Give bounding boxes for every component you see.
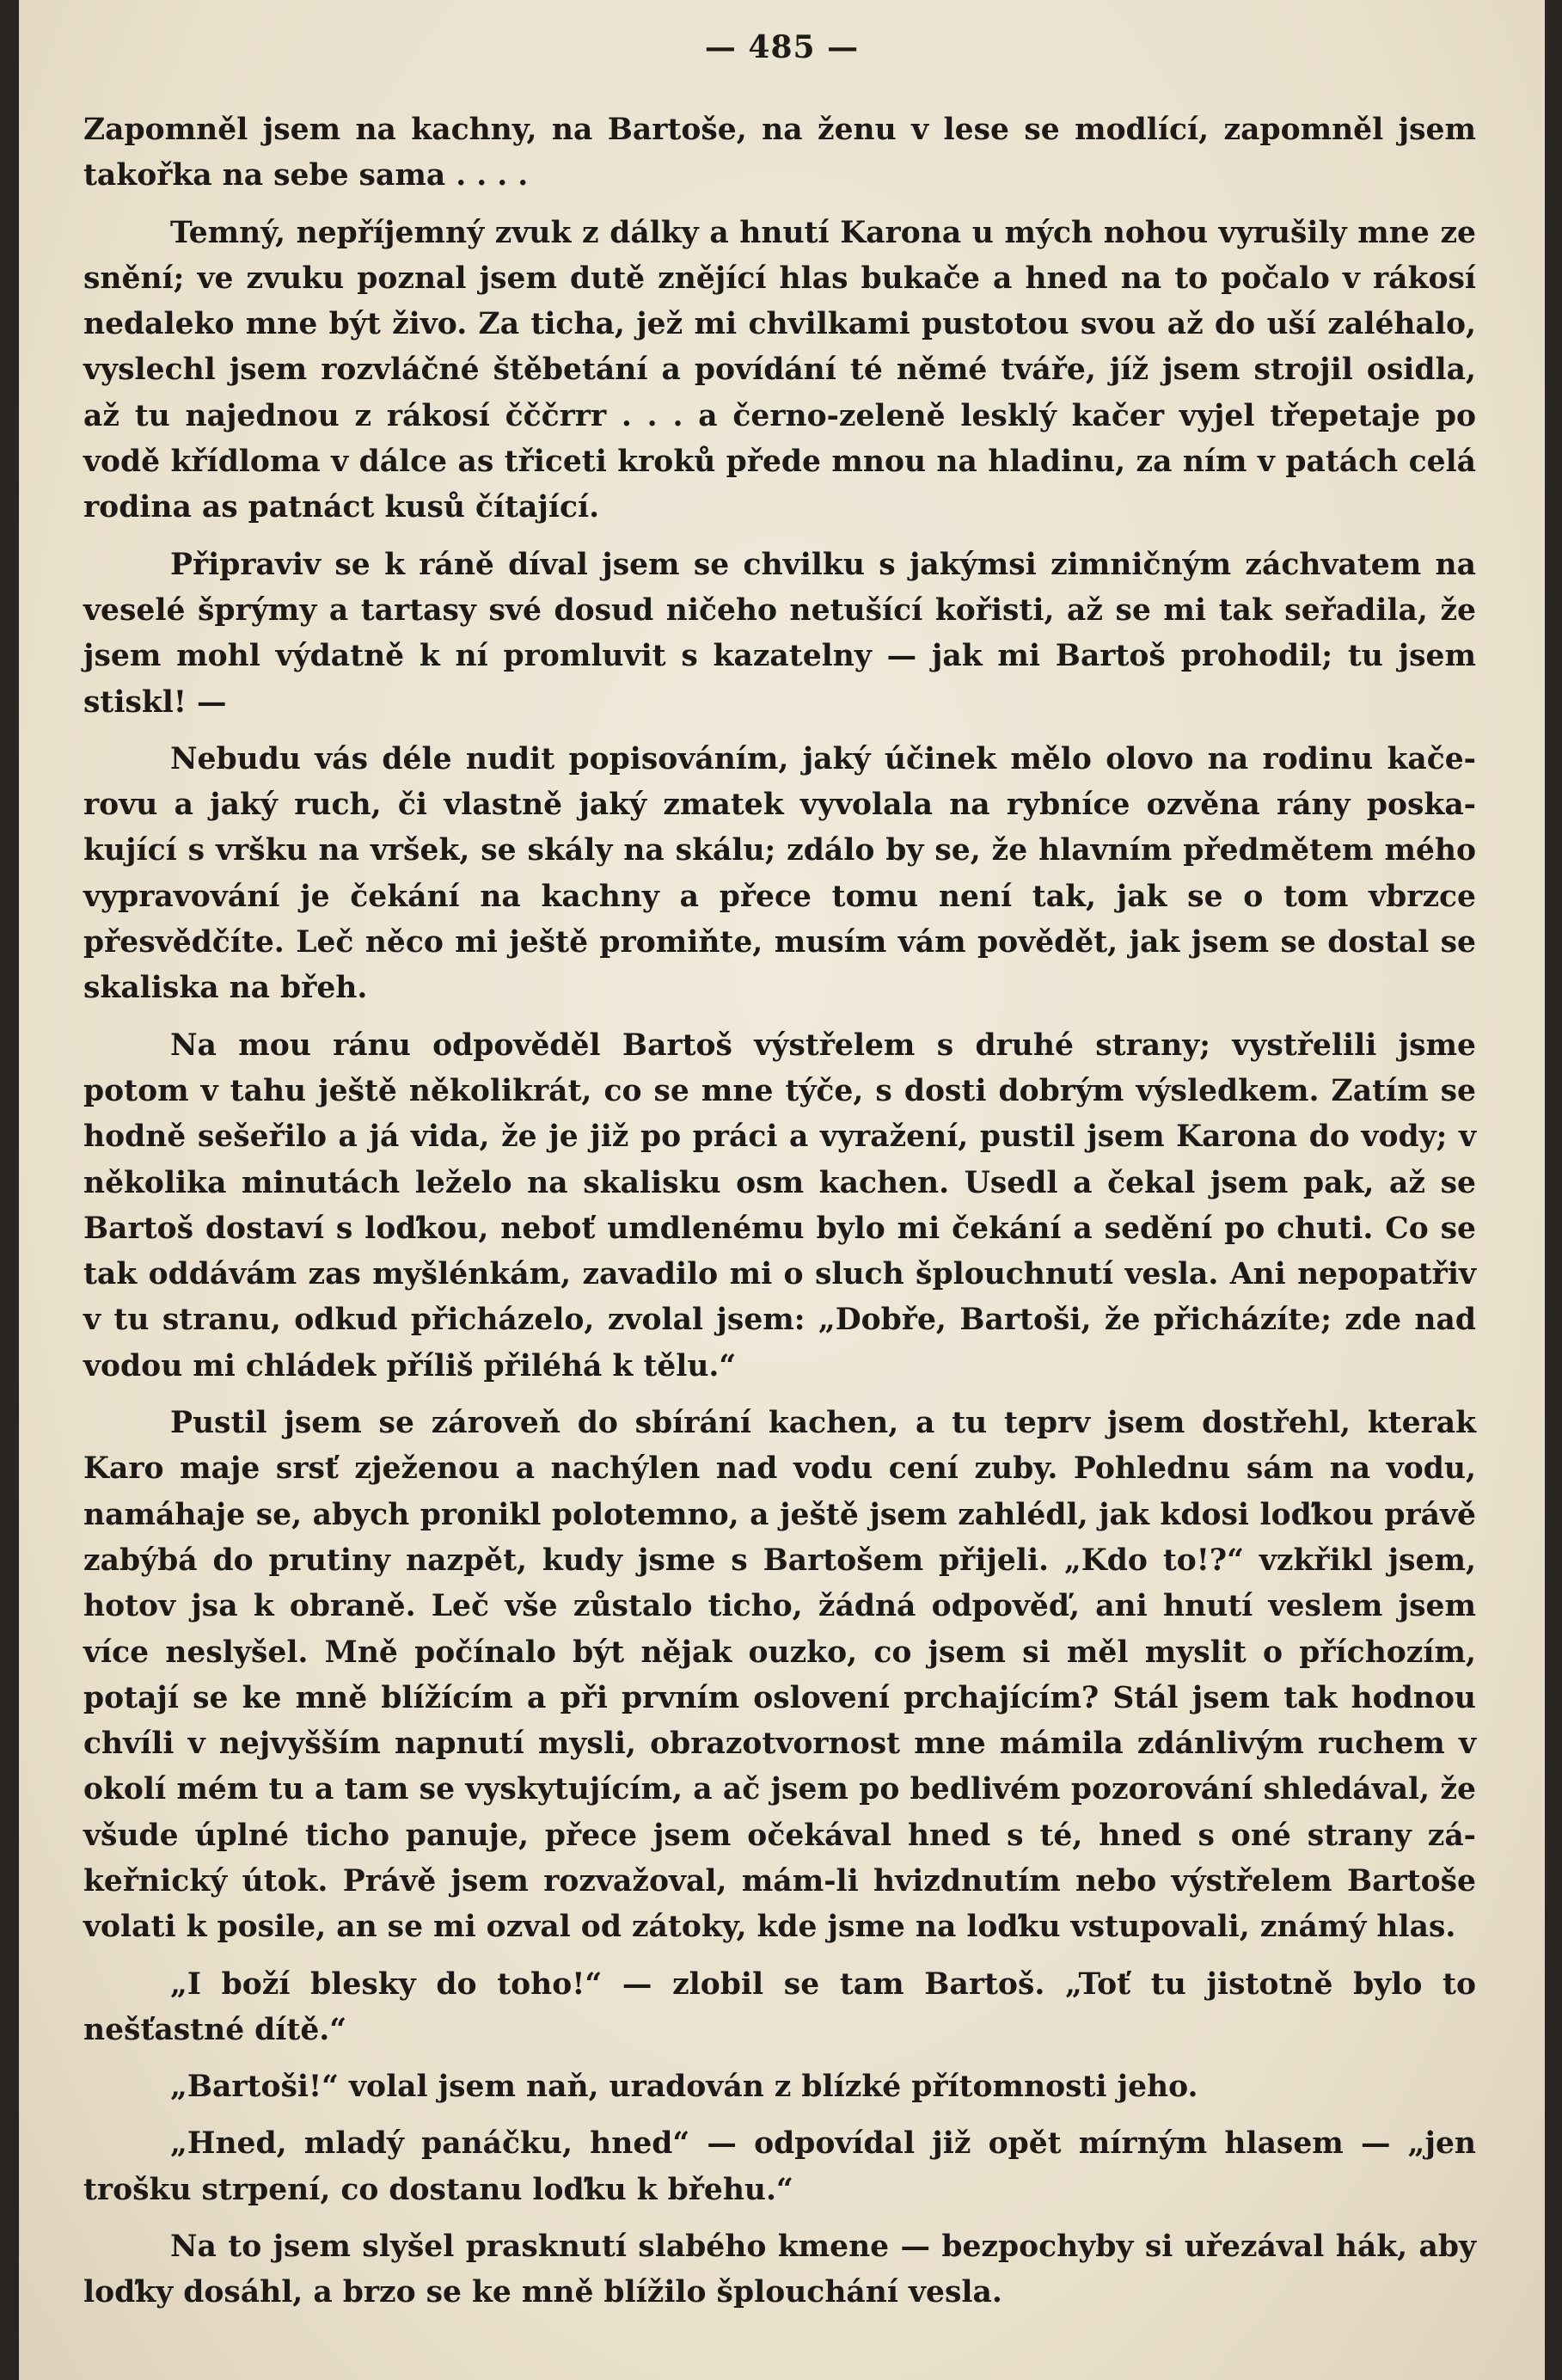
body-text bbox=[83, 107, 1476, 2328]
paragraph-10: Na to jsem slyšel prasknutí slabého kmene — bezpochyby si uřezával hák, aby loďky dosáhl, a brzo se ke mně blížilo šplouchání vesla. bbox=[83, 2230, 1476, 2310]
paragraph-2: Temný, nepříjemný zvuk z dálky a hnutí Karona u mých nohou vyrušily mne ze snění; ve zvuku poznal jsem dutě znějící hlas bukače a hned na to počalo v rákosí nedaleko mne být živo. Za ticha, jež mi chvilkami pustotou svou až do uší zaléhalo, vyslechl jsem rozvláčné štěbetání a povídání té němé tváře, jíž jsem strojil osidla, až tu najednou z rákosí čččrrr . . . a černo-zeleně lesklý kačer vyjel třepetaje po vodě křídloma v dálce as třiceti kroků přede mnou na hladinu, za ním v patách celá rodina as patnáct kusů čítající. bbox=[83, 215, 1476, 525]
paragraph-3: Připraviv se k ráně díval jsem se chvilku s jakýmsi zimničným záchvatem na veselé šprýmy a tartasy své dosud ničeho netušící kořisti, až se mi tak seřadila, že jsem mohl výdatně k ní promluvit s kazatelny — jak mi Bartoš prohodil; tu jsem stiskl! — bbox=[83, 547, 1476, 720]
paragraph-1: Zapomněl jsem na kachny, na Bartoše, na ženu v lese se modlící, zapomněl jsem takořka na sebe sama . . . . bbox=[83, 113, 1476, 193]
paragraph-5: Na mou ránu odpověděl Bartoš výstřelem s druhé strany; vystřelili jsme potom v tahu ještě několikrát, co se mne týče, s dosti dobrým výsledkem. Zatím se hodně sešeřilo a já vida, že je již po práci a vyražení, pustil jsem Karona do vody; v několika minutách leželo na skalisku osm kachen. Usedl a čekal jsem pak, až se Bartoš dostaví s loďkou, neboť umdlenému bylo mi čekání a sedění po chuti. Co se tak oddávám zas myšlénkám, zavadilo mi o sluch šplouchnutí vesla. Ani nepopatřiv v tu stranu, odkud přicházelo, zvolal jsem: „Dobře, Bartoši, že přicházíte; zde nad vodou mi chládek příliš přiléhá k tělu.“ bbox=[83, 1027, 1476, 1383]
paragraph-7: „I boží blesky do toho!“ — zlobil se tam Bartoš. „Toť tu jistotně bylo to nešťastné dítě.“ bbox=[83, 1966, 1476, 2047]
paragraph-6: Pustil jsem se zároveň do sbírání kachen, a tu teprv jsem dostřehl, kterak Karo maje srsť zježenou a nachýlen nad vodu cení zuby. Pohlednu sám na vodu, namáhaje se, abych pronikl polotemno, a ještě jsem zahlédl, jak kdosi loďkou právě zabýbá do prutiny nazpět, kudy jsme s Bartošem přijeli. „Kdo to!?“ vzkřikl jsem, hotov jsa k obraně. Leč vše zůstalo ticho, žádná odpověď, ani hnutí veslem jsem více neslyšel. Mně počínalo být nějak ouzko, co jsem si měl myslit o příchozím, potají se ke mně blížícím a při prvním oslovení prchajícím? Stál jsem tak hodnou chvíli v nejvyšším napnutí mysli, obrazotvornost mne mámila zdánlivým ruchem v okolí mém tu a tam se vyskytujícím, a ač jsem po bedlivém pozorování shledával, že všude úplné ticho panuje, přece jsem očekával hned s té, hned s oné strany zákeřnický útok. Právě jsem rozvažoval, mám-li hvizdnutím nebo výstřelem Bartoše volati k posile, an se mi ozval od zátoky, kde jsme na loďku vstupovali, známý hlas. bbox=[83, 1406, 1476, 1945]
paragraph-9: „Hned, mladý panáčku, hned“ — odpovídal již opět mírným hlasem — „jen trošku strpení, co dostanu loďku k břehu.“ bbox=[83, 2126, 1476, 2207]
book-page bbox=[19, 0, 1545, 2380]
page-number: — 485 — bbox=[704, 29, 860, 65]
paragraph-8: „Bartoši!“ volal jsem naň, uradován z blízké přítomnosti jeho. bbox=[170, 2070, 1198, 2105]
paragraph-4: Nebudu vás déle nudit popisováním, jaký účinek mělo olovo na rodinu kačerovu a jaký ruch, či vlastně jaký zmatek vyvolala na rybníce ozvěna rány poskakující s vršku na vršek, se skály na skálu; zdálo by se, že hlavním předmětem mého vypravování je čekání na kachny a přece tomu není tak, jak se o tom vbrzce přesvědčíte. Leč něco mi ještě promiňte, musím vám povědět, jak jsem se dostal se skaliska na břeh. bbox=[83, 741, 1476, 1006]
